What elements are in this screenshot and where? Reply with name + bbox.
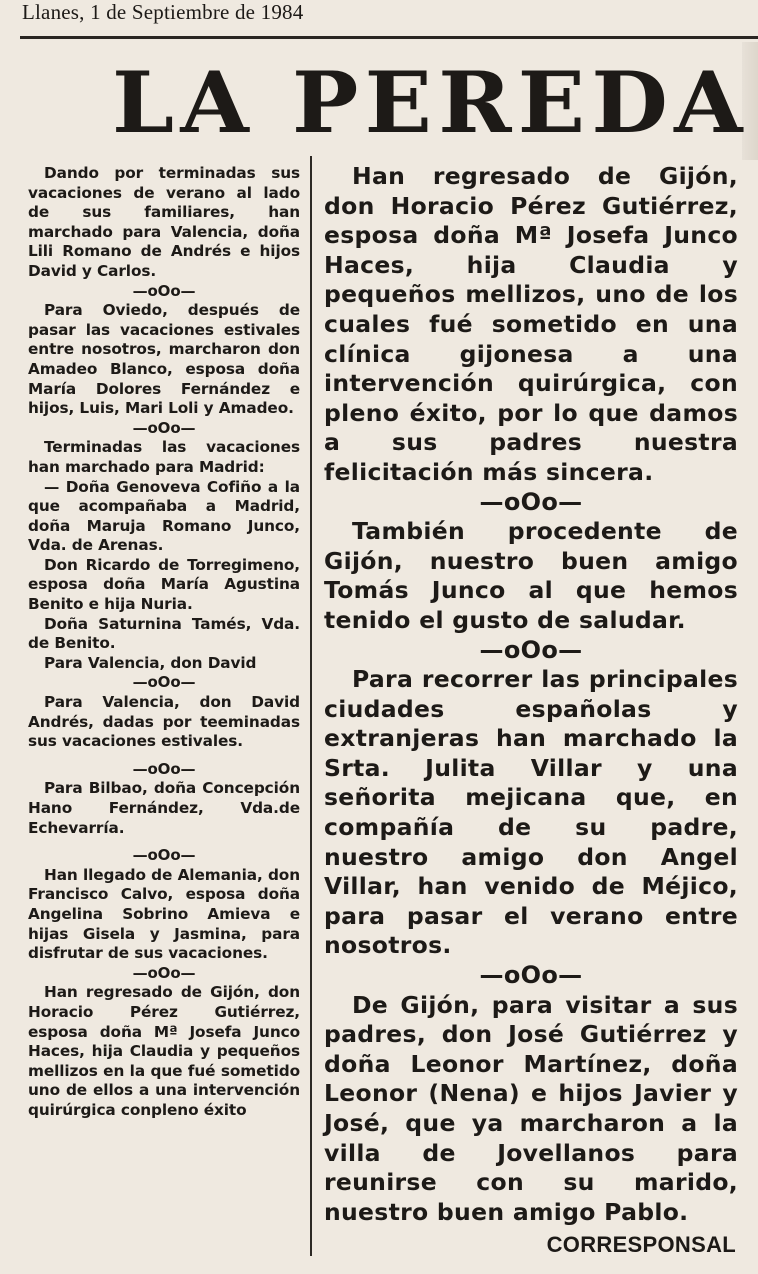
separator: —oOo— bbox=[479, 961, 583, 990]
news-paragraph: Para Bilbao, doña Concepción Hano Fernández, Vda.de Echevarría. bbox=[28, 779, 300, 837]
dateline: Llanes, 1 de Septiembre de 1984 bbox=[22, 0, 304, 24]
left-column bbox=[28, 164, 300, 1121]
separator: —oOo— bbox=[132, 418, 196, 437]
right-column bbox=[324, 162, 738, 1227]
news-paragraph: Doña Saturnina Tamés, Vda. de Benito. bbox=[28, 614, 300, 653]
news-paragraph: — Doña Genoveva Cofiño a la que acompañaba a Madrid, doña Maruja Romano Junco, Vda. de Arenas. bbox=[28, 477, 300, 555]
top-rule bbox=[20, 36, 758, 39]
news-paragraph: Para Valencia, don David bbox=[44, 653, 257, 672]
separator: —oOo— bbox=[132, 846, 196, 865]
news-paragraph: De Gijón, para visitar a sus padres, don José Gutiérrez y doña Leonor Martínez, doña Leonor (Nena) e hijos Javier y José, que ya marcharon a la villa de Jovellanos para reunirse con su marido, nuestro buen amigo Pablo. bbox=[324, 990, 738, 1226]
separator: —oOo— bbox=[132, 281, 196, 300]
news-paragraph: También procedente de Gijón, nuestro buen amigo Tomás Junco al que hemos tenido el gusto de saludar. bbox=[324, 517, 738, 634]
news-paragraph: Han regresado de Gijón, don Horacio Pérez Gutiérrez, esposa doña Mª Josefa Junco Haces, hija Claudia y pequeños mellizos en la que fué sometido uno de ellos a una intervención quirúrgica conpleno éxito bbox=[28, 983, 300, 1119]
news-paragraph: Para Valencia, don David Andrés, dadas por teeminadas sus vacaciones estivales. bbox=[28, 693, 300, 751]
news-paragraph: Han llegado de Alemania, don Francisco Calvo, esposa doña Angelina Sobrino Amieva e hijas Gisela y Jasmina, para disfrutar de sus vacaciones. bbox=[28, 865, 300, 963]
separator: —oOo— bbox=[132, 673, 196, 692]
separator: —oOo— bbox=[479, 487, 583, 516]
separator: —oOo— bbox=[479, 635, 583, 664]
signature: CORRESPONSAL bbox=[546, 1232, 736, 1257]
news-paragraph: Don Ricardo de Torregimeno, esposa doña María Agustina Benito e hija Nuria. bbox=[28, 555, 300, 614]
separator: —oOo— bbox=[132, 759, 196, 778]
column-rule bbox=[310, 156, 312, 1256]
masthead-title: LA PEREDA bbox=[112, 53, 749, 152]
news-paragraph: Terminadas las vacaciones han marchado para Madrid: bbox=[28, 438, 300, 476]
news-paragraph: Dando por terminadas sus vacaciones de verano al lado de sus familiares, han marchado para Valencia, doña Lili Romano de Andrés e hijos David y Carlos. bbox=[28, 164, 300, 280]
news-paragraph: Para Oviedo, después de pasar las vacaciones estivales entre nosotros, marcharon don Amadeo Blanco, esposa doña María Dolores Fernández e hijos, Luis, Mari Loli y Amadeo. bbox=[28, 301, 300, 418]
separator: —oOo— bbox=[132, 963, 196, 982]
news-paragraph: Han regresado de Gijón, don Horacio Pérez Gutiérrez, esposa doña Mª Josefa Junco Haces, hija Claudia y pequeños mellizos, uno de los cuales fué sometido en una clínica gijonesa a una intervención quirúrgica, con pleno éxito, por lo que damos a sus padres nuestra felicitación más sincera. bbox=[324, 162, 738, 486]
news-paragraph: Para recorrer las principales ciudades españolas y extranjeras han marchado la Srta. Julita Villar y una señorita mejicana que, en compañía de su padre, nuestro amigo don Angel Villar, han venido de Méjico, para pasar el verano entre nosotros. bbox=[324, 665, 738, 960]
